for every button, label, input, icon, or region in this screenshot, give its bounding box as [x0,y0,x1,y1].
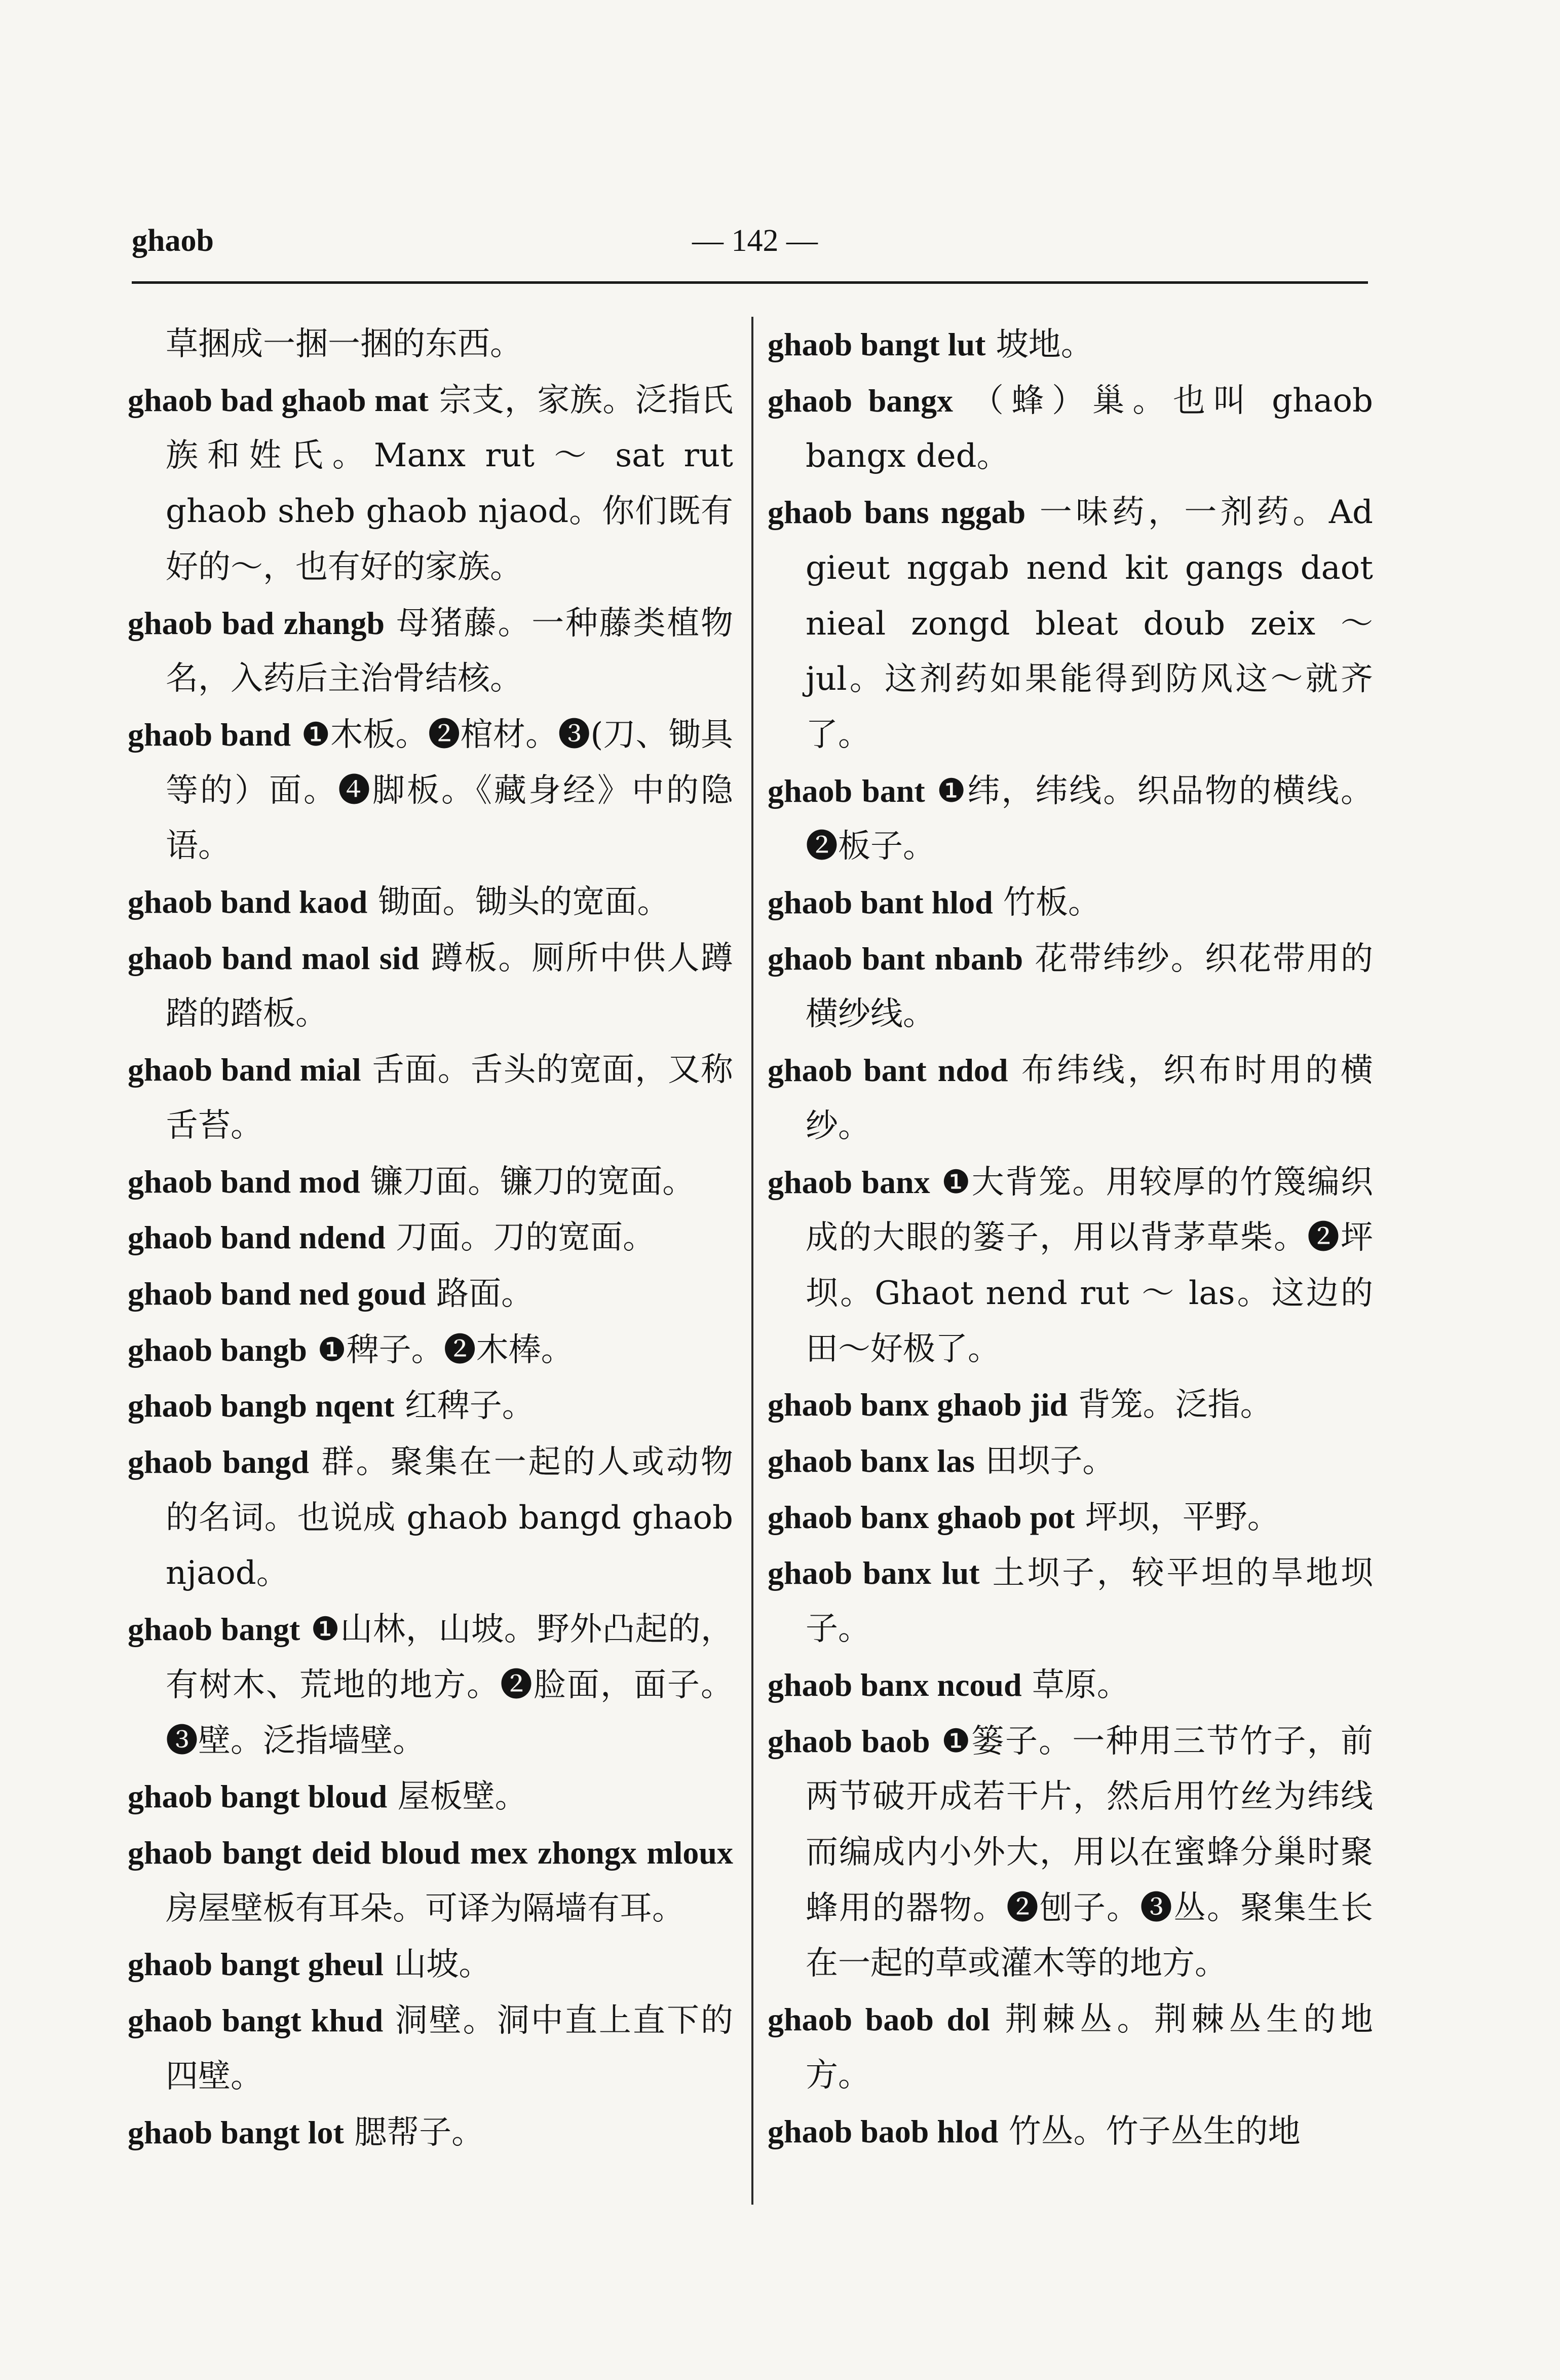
entry-headword: ghaob banx [768,1164,930,1200]
entry-definition: ❶稗子。❷木棒。 [317,1331,574,1369]
entry-definition: 布纬线，织布时用的横纱。 [806,1052,1373,1145]
entry-definition: 舌面。舌头的宽面，又称舌苔。 [166,1051,734,1144]
entry-headword: ghaob bangt deid bloud mex zhongx mloux [128,1834,733,1871]
entry-definition: ❶山林，山坡。野外凸起的，有树木、荒地的地方。❷脸面，面子。❸壁。泛指墙壁。 [166,1611,734,1760]
entry-headword: ghaob band mial [128,1052,361,1088]
dictionary-entry [128,874,733,931]
entry-definition: 路面。 [436,1275,534,1313]
entry-headword: ghaob bad ghaob mat [128,382,429,418]
dictionary-entry [768,1155,1373,1378]
dictionary-entry [768,1992,1373,2103]
entry-definition: 荆棘丛。荆棘丛生的地方。 [806,2001,1374,2094]
entry-definition: （蜂）巢。也叫 ghaob bangx ded。 [806,382,1373,475]
entry-headword: ghaob bangx [768,382,953,419]
entry-definition: 镰刀面。镰刀的宽面。 [370,1163,695,1201]
dictionary-entry [128,1434,733,1602]
dictionary-entry [768,2104,1373,2160]
entry-headword: ghaob band mod [128,1163,360,1200]
entry-headword: ghaob bangt lot [128,2114,344,2150]
entry-definition: 背笼。泛指。 [1078,1386,1273,1424]
entry-headword: ghaob bangt [128,1611,300,1648]
dictionary-entry [128,1769,733,1825]
entry-definition: 母猪藤。一种藤类植物名，入药后主治骨结核。 [166,604,734,698]
entry-definition: 房屋壁板有耳朵。可译为隔墙有耳。 [166,1889,684,1927]
entry-headword: ghaob bangb nqent [128,1388,395,1424]
entry-headword: ghaob banx lut [768,1555,980,1591]
dictionary-entry [128,1154,733,1210]
entry-headword: ghaob bans nggab [768,494,1026,531]
entry-definition: 花带纬纱。织花带用的横纱线。 [806,940,1374,1033]
dictionary-entry [128,1937,733,1993]
entry-definition: 红稗子。 [404,1387,535,1425]
entry-definition: 竹丛。竹子丛生的地 [1008,2112,1301,2150]
dictionary-entry [128,1042,733,1154]
entry-definition: 田坝子。 [985,1442,1115,1480]
entry-headword: ghaob bangb [128,1331,307,1368]
entry-definition: 坡地。 [996,326,1093,363]
dictionary-entry [768,317,1373,373]
entry-definition: ❶纬，纬线。织品物的横线。❷板子。 [806,772,1374,866]
entry-headword: ghaob bant ndod [768,1052,1008,1089]
dictionary-entry [128,1602,733,1769]
entry-definition: ❶篓子。一种用三节竹子，前两节破开成若干片，然后用竹丝为纬线而编成内小外大，用以在蜜蜂分巢时聚蜂用的器物。❷刨子。❸丛。聚集生长在一起的草或灌木等的地方。 [806,1722,1374,1983]
dictionary-entry [768,1490,1373,1546]
entry-definition: ❶木板。❷棺材。❸(刀、锄具等的）面。❹脚板。《藏身经》中的隐语。 [166,716,733,865]
dictionary-entry [768,1545,1373,1657]
entry-headword: ghaob band kaod [128,884,368,920]
entry-definition: 腮帮子。 [354,2113,484,2151]
dictionary-entry [768,931,1373,1043]
entry-headword: ghaob bad zhangb [128,605,385,641]
entry-headword: ghaob bangt khud [128,2002,384,2039]
entry-headword: ghaob baob hlod [768,2113,999,2149]
dictionary-entry [128,2105,733,2161]
header-rule [132,281,1368,284]
dictionary-entry [128,1210,733,1266]
dictionary-entry [128,1993,733,2104]
dictionary-entry [128,931,733,1042]
entry-definition: 洞壁。洞中直上直下的四壁。 [166,2002,734,2095]
running-head: ghaob [132,224,214,258]
dictionary-entry [768,485,1373,763]
entry-headword: ghaob bangd [128,1444,310,1480]
dictionary-entry [128,1322,733,1379]
dictionary-entry [128,373,733,596]
entry-headword: ghaob band maol sid [128,940,420,976]
entry-definition: 一味药，一剂药。Ad gieut nggab nend kit gangs daot nieal zongd bleat doub zeix ～ jul。这剂药如果能得到防风这～就齐了。 [806,494,1374,754]
dictionary-entry [768,1657,1373,1714]
page-header [132,218,1368,279]
dictionary-entry [128,1825,733,1937]
entry-definition: 竹板。 [1003,884,1100,922]
entry-headword: ghaob banx ghaob pot [768,1499,1075,1535]
left-column [128,317,733,2161]
entry-headword: ghaob band ndend [128,1219,386,1256]
entry-definition: ❶大背笼。用较厚的竹篾编织成的大眼的篓子，用以背茅草柴。❷坪坝。Ghaot nend rut ～ las。这边的田～好极了。 [806,1163,1374,1368]
entry-definition: 山坡。 [394,1946,491,1984]
dictionary-entry [768,763,1373,875]
entry-headword: ghaob bant [768,772,925,809]
entry-definition: 刀面。刀的宽面。 [396,1219,656,1257]
entry-headword: ghaob bangt bloud [128,1778,388,1815]
entry-definition: 屋板壁。 [397,1778,527,1816]
dictionary-entry [768,1433,1373,1490]
dictionary-entry [768,875,1373,931]
entry-definition: 宗支，家族。泛指氏族和姓氏。Manx rut ～ sat rut ghaob sheb ghaob njaod。你们既有好的～，也有好的家族。 [166,381,734,586]
entry-definition: 草原。 [1032,1666,1129,1704]
entry-headword: ghaob bant nbanb [768,940,1023,977]
entry-definition: 群。聚集在一起的人或动物的名词。也说成 ghaob bangd ghaob njaod。 [166,1443,734,1592]
entry-headword: ghaob baob [768,1723,930,1759]
entry-definition: 坪坝，平野。 [1085,1498,1280,1536]
column-divider [751,317,753,2205]
entry-headword: ghaob banx ghaob jid [768,1387,1068,1423]
entry-headword: ghaob bangt gheul [128,1946,384,1983]
entry-definition: 土坝子，较平坦的旱地坝子。 [806,1554,1374,1648]
entry-headword: ghaob band ned goud [128,1275,426,1312]
entry-headword: ghaob baob dol [768,2001,990,2038]
dictionary-entry [128,1266,733,1322]
right-column [768,317,1373,2160]
entry-headword: ghaob banx las [768,1443,975,1479]
dictionary-entry [768,1043,1373,1154]
entry-definition: 草捆成一捆一捆的东西。 [166,325,522,363]
dictionary-entry [128,707,733,874]
dictionary-entry [768,1714,1373,1992]
dictionary-entry [128,596,733,707]
page-number: — 142 — [692,224,818,258]
entry-headword: ghaob band [128,716,291,753]
dictionary-entry [128,1378,733,1434]
dictionary-entry [768,1377,1373,1433]
entry-definition: 锄面。锄头的宽面。 [377,883,670,921]
entry-headword: ghaob bangt lut [768,326,986,362]
entry-definition: 蹲板。厕所中供人蹲踏的踏板。 [166,939,733,1033]
dictionary-entry [768,373,1373,485]
entry-headword: ghaob bant hlod [768,884,993,921]
entry-headword: ghaob banx ncoud [768,1666,1022,1703]
dictionary-entry [128,317,733,373]
